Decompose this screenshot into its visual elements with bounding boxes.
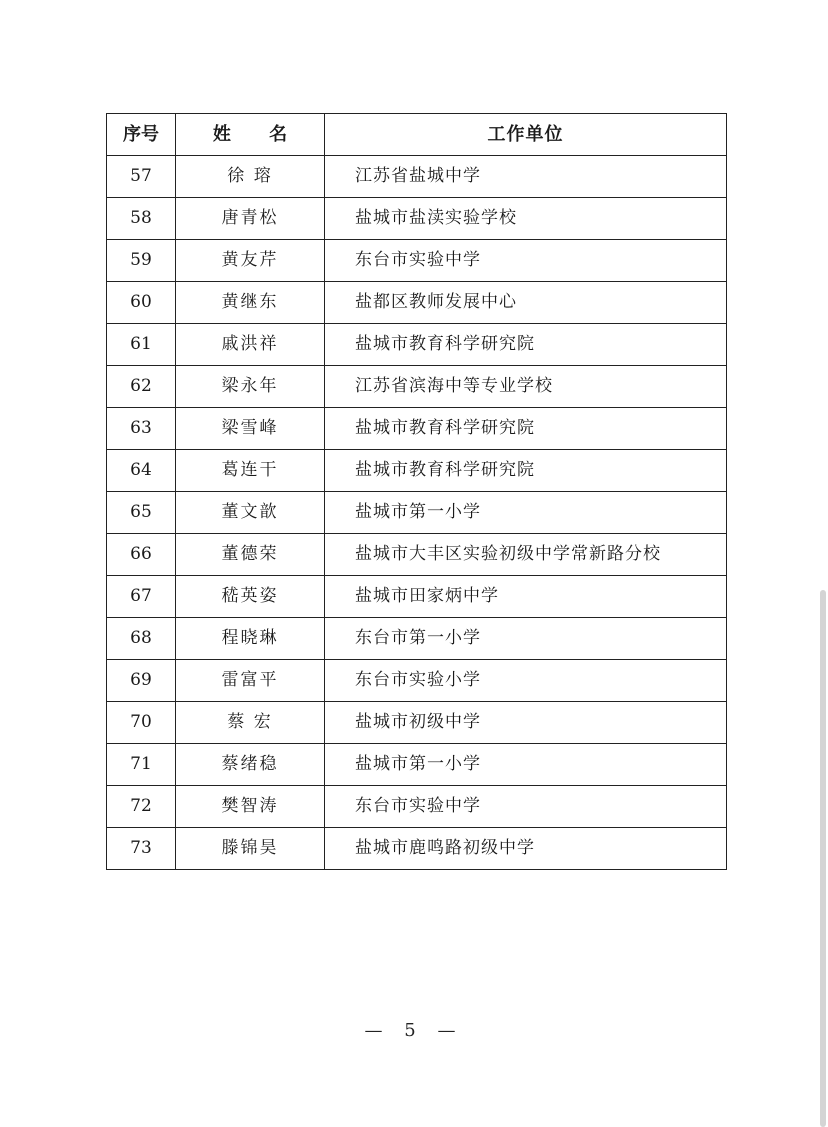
cell-name: 樊智涛 <box>176 786 325 828</box>
cell-no: 61 <box>107 324 176 366</box>
table-row <box>107 618 727 660</box>
cell-no: 67 <box>107 576 176 618</box>
cell-no: 73 <box>107 828 176 870</box>
table-header <box>107 114 727 156</box>
cell-no: 63 <box>107 408 176 450</box>
cell-name: 梁雪峰 <box>176 408 325 450</box>
cell-no: 70 <box>107 702 176 744</box>
table-row <box>107 744 727 786</box>
cell-no: 66 <box>107 534 176 576</box>
roster-table <box>106 113 727 870</box>
cell-name: 徐 瑢 <box>176 156 325 198</box>
cell-unit: 东台市实验中学 <box>325 240 727 282</box>
cell-name: 董德荣 <box>176 534 325 576</box>
cell-unit: 东台市实验小学 <box>325 660 727 702</box>
cell-no: 62 <box>107 366 176 408</box>
cell-unit: 江苏省滨海中等专业学校 <box>325 366 727 408</box>
cell-no: 59 <box>107 240 176 282</box>
table-row <box>107 534 727 576</box>
table-row <box>107 324 727 366</box>
cell-no: 69 <box>107 660 176 702</box>
table-row <box>107 576 727 618</box>
cell-unit: 盐城市鹿鸣路初级中学 <box>325 828 727 870</box>
cell-no: 57 <box>107 156 176 198</box>
cell-unit: 盐城市第一小学 <box>325 492 727 534</box>
cell-name: 蔡绪稳 <box>176 744 325 786</box>
cell-name: 葛连干 <box>176 450 325 492</box>
scrollbar-thumb[interactable] <box>820 590 826 1127</box>
table-row <box>107 828 727 870</box>
cell-unit: 盐城市大丰区实验初级中学常新路分校 <box>325 534 727 576</box>
cell-name: 黄友芹 <box>176 240 325 282</box>
cell-name: 程晓琳 <box>176 618 325 660</box>
cell-unit: 江苏省盐城中学 <box>325 156 727 198</box>
table-row <box>107 786 727 828</box>
cell-name: 雷富平 <box>176 660 325 702</box>
cell-unit: 盐城市田家炳中学 <box>325 576 727 618</box>
cell-unit: 盐城市教育科学研究院 <box>325 408 727 450</box>
cell-unit: 东台市第一小学 <box>325 618 727 660</box>
cell-unit: 盐都区教师发展中心 <box>325 282 727 324</box>
header-unit: 工作单位 <box>325 114 727 156</box>
cell-name: 嵇英姿 <box>176 576 325 618</box>
cell-name: 戚洪祥 <box>176 324 325 366</box>
table-row <box>107 408 727 450</box>
cell-no: 65 <box>107 492 176 534</box>
cell-unit: 盐城市第一小学 <box>325 744 727 786</box>
cell-unit: 盐城市教育科学研究院 <box>325 324 727 366</box>
cell-unit: 盐城市初级中学 <box>325 702 727 744</box>
table-row <box>107 240 727 282</box>
table-row <box>107 492 727 534</box>
header-no: 序号 <box>107 114 176 156</box>
cell-no: 58 <box>107 198 176 240</box>
table-body <box>107 156 727 870</box>
cell-unit: 东台市实验中学 <box>325 786 727 828</box>
cell-name: 滕锦昊 <box>176 828 325 870</box>
cell-name: 蔡 宏 <box>176 702 325 744</box>
cell-name: 董文歆 <box>176 492 325 534</box>
cell-no: 60 <box>107 282 176 324</box>
table-row <box>107 702 727 744</box>
cell-unit: 盐城市盐渎实验学校 <box>325 198 727 240</box>
scrollbar[interactable] <box>820 590 826 1127</box>
cell-no: 64 <box>107 450 176 492</box>
cell-no: 72 <box>107 786 176 828</box>
cell-unit: 盐城市教育科学研究院 <box>325 450 727 492</box>
table-row <box>107 282 727 324</box>
cell-no: 68 <box>107 618 176 660</box>
cell-no: 71 <box>107 744 176 786</box>
cell-name: 黄继东 <box>176 282 325 324</box>
page-number: — 5 — <box>364 1020 464 1041</box>
table-row <box>107 366 727 408</box>
table-row <box>107 450 727 492</box>
table-row <box>107 660 727 702</box>
table-row <box>107 198 727 240</box>
header-row <box>107 114 727 156</box>
cell-name: 梁永年 <box>176 366 325 408</box>
table-row <box>107 156 727 198</box>
cell-name: 唐青松 <box>176 198 325 240</box>
header-name: 姓 名 <box>176 114 325 156</box>
